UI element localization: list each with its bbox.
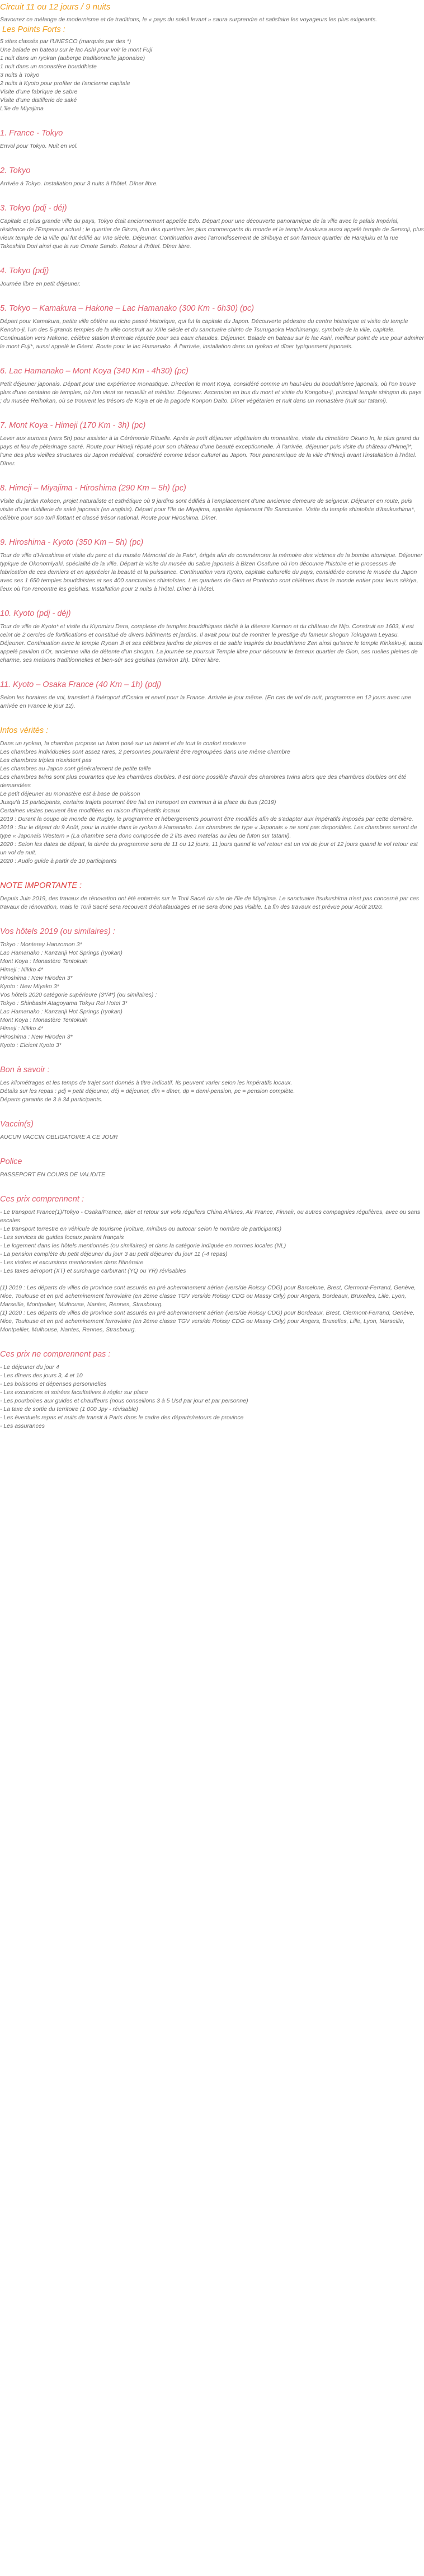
day-section [0,608,424,665]
comprend-pas-item: - La taxe de sortie du territoire (1 000 Jpy - révisable) [0,1406,138,1413]
day-title: 5. Tokyo – Kamakura – Hakone – Lac Hamanako (300 Km - 6h30) (pc) [0,304,255,313]
comprend-section [0,1194,424,1334]
hotel-item: Himeji : Nikko 4* [0,966,44,973]
comprend-pas-item: - Les éventuels repas et nuits de transit à Paris dans le cadre des départs/retours de province [0,1414,244,1421]
day-section [0,483,424,522]
day-description: Lever aux aurores (vers 5h) pour assister à la Cérémonie Rituelle. Après le petit déjeuner végétarien du monastère, visite du cimetière Okuno In, le plus grand du pays et lieu de pèlerinage sacré. Route pour Himeji réputé pour son château d'une beauté exceptionnelle. À l'arrivée, déjeuner puis visite du château d'Himeji*, l'une des plus vieilles structures du Japon médiéval, considéré comme trésor culturel au Japon. Tour panoramique de la ville d'Himeji avant l'installation à l'hôtel. Dîner. [0,435,420,467]
points-forts-item: Visite d'une distillerie de saké [0,97,77,104]
day-description: Capitale et plus grande ville du pays, Tokyo était anciennement appelée Edo. Départ pour une découverte panoramique de la ville avec le palais Impérial, résidence de l'Empereur actuel ; le quartier de Ginza, l'un des quartiers les plus commerçants du monde et le temple Asakusa aussi appelé temple de Sensoji, plus vieux temple de la ville qui fut édifié au VIIe siècle. Déjeuner. Continuation avec l'arrondissement de Shibuya et son fameux quartier de Harajuku et la rue Takeshita Dori ainsi que la rue Omote Sando. Retour à l'hôtel. Dîner libre. [0,218,424,250]
vaccin-text: AUCUN VACCIN OBLIGATOIRE A CE JOUR [0,1134,118,1140]
day-section [0,420,424,468]
hotel-item: Mont Koya : Monastère Tentokuin [0,958,88,965]
points-forts-item: 2 nuits à Kyoto pour profiter de l'ancienne capitale [0,80,130,87]
hotel-item: Kyoto : Elcient Kyoto 3* [0,1042,62,1049]
comprend-pas-item: - Les boissons et dépenses personnelles [0,1381,107,1387]
hotel-item: Himeji : Nikko 4* [0,1025,44,1032]
day-title: 7. Mont Koya - Himeji (170 Km - 3h) (pc) [0,421,146,430]
day-description: Tour de ville d'Hiroshima et visite du parc et du musée Mémorial de la Paix*, érigés afin de commémorer la mémoire des victimes de la bombe atomique. Déjeuner typique de Okonomiyaki, spécialité de la ville. Départ la visite du musée du sabre japonais à Bizen Osafune où l'on découvre l'histoire et le processus de fabrication de ces derniers et en apprécier la beauté et la puissance. Continuation vers Kyoto, capitale culturelle du pays, considérée comme le musée du Japon avec ses 1 650 temples bouddhistes et ses 400 sanctuaires shintoïstes. Les quartiers de Gion et Pontocho sont célèbres dans le monde entier pour leurs sékiya, lieux où l'on rencontre les geishas. Installation pour 2 nuits à l'hôtel. Dîner à l'hôtel. [0,552,423,592]
hotel-item: Hiroshima : New Hiroden 3* [0,1034,73,1040]
comprend-pas-heading: Ces prix ne comprennent pas : [0,1350,111,1359]
points-forts-heading: Les Points Forts : [2,25,65,34]
hotel-item: Lac Hamanako : Kanzanji Hot Springs (ryokan) [0,1008,123,1015]
day-title: 3. Tokyo (pdj - déj) [0,204,67,213]
comprend-pas-item: - Les assurances [0,1423,45,1429]
day-title: 11. Kyoto – Osaka France (40 Km – 1h) (pdj) [0,680,162,689]
comprend-item: (1) 2019 : Les départs de villes de province sont assurés en pré acheminement aérien (vers/de Roissy CDG) pour Barcelone, Brest, Clermont-Ferrand, Genève, Nice, Toulouse et en pré acheminement ferroviaire (en 2ème classe TGV vers/de Roissy CDG ou Massy Orly) pour Angers, Bordeaux, Bruxelles, Lille, Lyon, Marseille, Montpellier, Mulhouse, Nantes, Rennes, Strasbourg. [0,1284,416,1308]
vaccin-heading: Vaccin(s) [0,1120,34,1129]
info-item: Les chambres individuelles sont assez rares, 2 personnes pourraient être regroupées dans une même chambre [0,749,290,755]
day-description: Journée libre en petit déjeuner. [0,280,81,287]
comprend-item: - Le logement dans les hôtels mentionnés (ou similaires) et dans la catégorie indiquée en normes locales (NL) [0,1242,286,1249]
day-section [0,303,424,351]
day-description: Petit déjeuner japonais. Départ pour une expérience monastique. Direction le mont Koya, considéré comme un haut-lieu du bouddhisme japonais, où l'on trouve plus d'une centaine de temples, où l'on vient se recueillir et méditer. Déjeuner. Ascension en bus du mont et visite du Kongobu-ji, principal temple shingon du pays ; du musée Reihokan, où se trouvent les trésors de Koya et de la pagode Konpon Daito. Dîner végétarien et nuit dans un monastère (nuit sur tatami). [0,381,422,404]
day-description: Envol pour Tokyo. Nuit en vol. [0,143,78,149]
comprend-pas-item: - Le déjeuner du jour 4 [0,1364,59,1371]
bon-savoir-heading: Bon à savoir : [0,1065,50,1074]
hotel-item: Vos hôtels 2020 catégorie supérieure (3*/4*) (ou similaires) : [0,992,157,998]
police-text: PASSEPORT EN COURS DE VALIDITE [0,1171,106,1178]
hotel-item: Mont Koya : Monastère Tentokuin [0,1017,88,1023]
itinerary [0,128,424,710]
comprend-item: - Le transport France(1)/Tokyo - Osaka/France, aller et retour sur vols réguliers China Airlines, Air France, Finnair, ou autres compagnies régulières, avec ou sans escales [0,1209,421,1224]
points-forts-list [0,38,424,113]
points-forts-item: 1 nuit dans un monastère bouddhiste [0,63,97,70]
comprend-item [0,1275,424,1284]
page-title: Circuit 11 ou 12 jours / 9 nuits [0,2,111,12]
police-section [0,1156,424,1179]
info-item: Les chambres twins sont plus courantes que les chambres doubles. Il est donc possible d'avoir des chambres twins alors que des chambres doubles ont été demandées [0,774,407,789]
intro-text: Savourez ce mélange de modernisme et de traditions, le « pays du soleil levant » saura surprendre et satisfaire les voyageurs les plus exigeants. [0,16,378,23]
comprend-item: - Les visites et excursions mentionnées dans l'itinéraire [0,1259,144,1266]
points-forts-item: 5 sites classés par l'UNESCO (marqués par des *) [0,38,131,45]
bon-savoir-item: Départs garantis de 3 à 34 participants. [0,1096,103,1103]
hotels-heading: Vos hôtels 2019 (ou similaires) : [0,927,115,936]
comprend-pas-item: - Les dîners des jours 3, 4 et 10 [0,1372,83,1379]
points-forts-item: Une balade en bateau sur le lac Ashi pour voir le mont Fuji [0,46,153,53]
hotels-section [0,926,424,1050]
comprend-item: - Le transport terrestre en véhicule de tourisme (voiture, minibus ou autocar selon le nombre de participants) [0,1226,282,1232]
note-heading: NOTE IMPORTANTE : [0,881,82,890]
points-forts-item: 3 nuits à Tokyo [0,72,40,78]
hotel-item: Lac Hamanako : Kanzanji Hot Springs (ryokan) [0,950,123,956]
day-section [0,265,424,288]
day-title: 9. Hiroshima - Kyoto (350 Km – 5h) (pc) [0,538,144,547]
day-description: Départ pour Kamakura, petite ville côtière au riche passé historique, qui fut la capitale du Japon. Découverte pédestre du centre historique et visite du temple Kencho-ji, l'un des 5 grands temples de la ville construit au XIIIe siècle et du sanctuaire shinto de Tsurugaoka Hachimangu, symbole de la ville, capitale. Continuation vers Hakone, célèbre station thermale réputée pour ses eaux chaudes. Déjeuner. Balade en bateau sur le lac Ashi, meilleur point de vue pour admirer le mont Fuji*, aussi appelé le Géant. Route pour le lac Hamanako. À l'arrivée, installation dans un ryokan et dîner typiquement japonais. [0,318,424,350]
bon-savoir-section [0,1064,424,1104]
info-item: Le petit déjeuner au monastère est à base de poisson [0,791,140,797]
points-forts-item: Visite d'une fabrique de sabre [0,88,78,95]
info-item: 2019 : Sur le départ du 9 Août, pour la nuitée dans le ryokan à Hamanako. Les chambres de type « Japonais » ne sont pas disponibles. Les chambres seront de type « Japonais Western » (La chambre sera donc composée de 2 lits avec matelas au lieu de futon sur tatami). [0,824,417,839]
points-forts-section [0,24,424,113]
hotel-item: Tokyo : Shinbashi Atagoyama Tokyu Rei Hotel 3* [0,1000,128,1007]
hotel-item: Hiroshima : New Hiroden 3* [0,975,73,981]
day-section [0,203,424,251]
bon-savoir-item: Les kilométrages et les temps de trajet sont donnés à titre indicatif. Ils peuvent varier selon les impératifs locaux. [0,1079,293,1086]
comprend-pas-section [0,1349,424,1430]
hotel-item: Kyoto : New Miyako 3* [0,983,59,990]
info-item: Dans un ryokan, la chambre propose un futon posé sur un tatami et de tout le confort moderne [0,740,246,747]
comprend-item: - Les services de guides locaux parlant français [0,1234,124,1241]
points-forts-item: L'île de Miyajima [0,105,44,112]
day-section [0,679,424,710]
points-forts-item: 1 nuit dans un ryokan (auberge traditionnelle japonaise) [0,55,145,62]
info-item: Les chambres au Japon sont généralement de petite taille [0,765,151,772]
hotels-list [0,941,424,1050]
comprend-item: - Les taxes aéroport (XT) et surcharge carburant (YQ ou YR) révisables [0,1268,186,1274]
comprend-heading: Ces prix comprennent : [0,1195,84,1204]
day-section [0,537,424,593]
comprend-item: - La pension complète du petit déjeuner du jour 3 au petit déjeuner du jour 11 (-4 repas) [0,1251,228,1257]
note-section [0,880,424,911]
comprend-pas-item: - Les pourboires aux guides et chauffeurs (nous conseillons 3 à 5 Usd par jour et par personne) [0,1397,248,1404]
bon-savoir-item: Détails sur les repas : pdj = petit déjeuner, déj = déjeuner, dîn = dîner, dp = demi-pension, pc = pension complète. [0,1088,295,1095]
info-item: Certaines visites peuvent être modifiées en raison d'impératifs locaux [0,807,180,814]
day-section [0,366,424,405]
hotel-item: Tokyo : Monterey Hanzomon 3* [0,941,82,948]
day-section [0,128,424,151]
day-title: 2. Tokyo [0,166,31,175]
day-title: 4. Tokyo (pdj) [0,267,49,275]
day-title: 10. Kyoto (pdj - déj) [0,609,71,618]
comprend-item: (1) 2020 : Les départs de villes de province sont assurés en pré acheminement aérien (vers/de Roissy CDG) pour Bordeaux, Brest, Clermont-Ferrand, Genève, Nice, Toulouse et en pré acheminement ferroviaire (en 2ème classe TGV vers/de Roissy CDG ou Massy Orly) pour Angers, Bruxelles, Lille, Lyon, Marseille, Montpellier, Mulhouse, Nantes, Rennes, Strasbourg. [0,1310,415,1333]
comprend-pas-list [0,1363,424,1430]
infos-heading: Infos vérités : [0,726,49,735]
info-item: 2020 : Audio guide à partir de 10 participants [0,858,117,864]
day-description: Tour de ville de Kyoto* et visite du Kiyomizu Dera, complexe de temples bouddhiques dédié à la déesse Kannon et du château de Nijo. Construit en 1603, il est ceint de 2 cercles de fortifications et constitué de divers bâtiments et jardins. Il avait pour but de montrer le prestige du fameux shogun Tokugawa Leyasu. Déjeuner. Continuation avec le temple Ryoan Ji et ses célèbres jardins de pierres et de sable inspirés du bouddhisme Zen ainsi qu'avec le temple Kinkaku-ji, aussi appelé pavillon d'Or, ancienne villa de détente d'un shogun. La journée se poursuit Temple libre pour découvrir le fameux quartier de Gion, ses ruelles pleines de charme, ses maisons traditionnelles et bien-sûr ses geishas (environ 1h). Dîner libre. [0,623,423,663]
day-section [0,165,424,188]
police-heading: Police [0,1157,22,1166]
day-description: Visite du jardin Kokoen, projet naturaliste et esthétique où 9 jardins sont édifiés à l'emplacement d'une ancienne demeure de seigneur. Déjeuner en route, puis visite d'une distillerie de saké japonais (en anglais). Départ pour l'île de Miyajima, appelée également l'île Sanctuaire. Visite du temple shintoïste d'Itsukushima*, célèbre pour son torii flottant et classé trésor national. Route pour Hiroshima. Dîner. [0,498,416,521]
info-item: Jusqu'à 15 participants, certains trajets pourront être fait en transport en commun à la place du bus (2019) [0,799,276,806]
info-item: 2019 : Durant la coupe de monde de Rugby, le programme et hébergements pourront être modifiés afin de s'adapter aux impératifs imposés par cette dernière. [0,816,413,822]
info-item: 2020 : Selon les dates de départ, la durée du programme sera de 11 ou 12 jours, 11 jours quand le vol retour est un vol de jour et 12 jours quand le vol retour est un vol de nuit. [0,841,418,856]
day-description: Selon les horaires de vol, transfert à l'aéroport d'Osaka et envol pour la France. Arrivée le jour même. (En cas de vol de nuit, programme en 12 jours avec une arrivée en France le jour 12). [0,694,411,709]
day-description: Arrivée à Tokyo. Installation pour 3 nuits à l'hôtel. Dîner libre. [0,180,158,187]
comprend-list [0,1208,424,1334]
info-item: Les chambres triples n'existent pas [0,757,92,764]
day-title: 6. Lac Hamanako – Mont Koya (340 Km - 4h30) (pc) [0,367,189,376]
day-title: 8. Himeji – Miyajima - Hiroshima (290 Km – 5h) (pc) [0,484,186,493]
comprend-pas-item: - Les excursions et soirées facultatives à régler sur place [0,1389,148,1396]
note-text: Depuis Juin 2019, des travaux de rénovation ont été entamés sur le Torii Sacré du site de l'île de Miyajima. Le sanctuaire Itsukushima n'est pas concerné par ces travaux de rénovation, mais le Torii Sacré sera recouvert d'échafaudages et ne sera donc pas visible. La fin des travaux est prévue pour Août 2020. [0,895,419,910]
bon-savoir-list [0,1079,424,1104]
infos-list [0,740,424,866]
day-title: 1. France - Tokyo [0,129,63,138]
vaccin-section [0,1119,424,1142]
infos-section [0,725,424,866]
